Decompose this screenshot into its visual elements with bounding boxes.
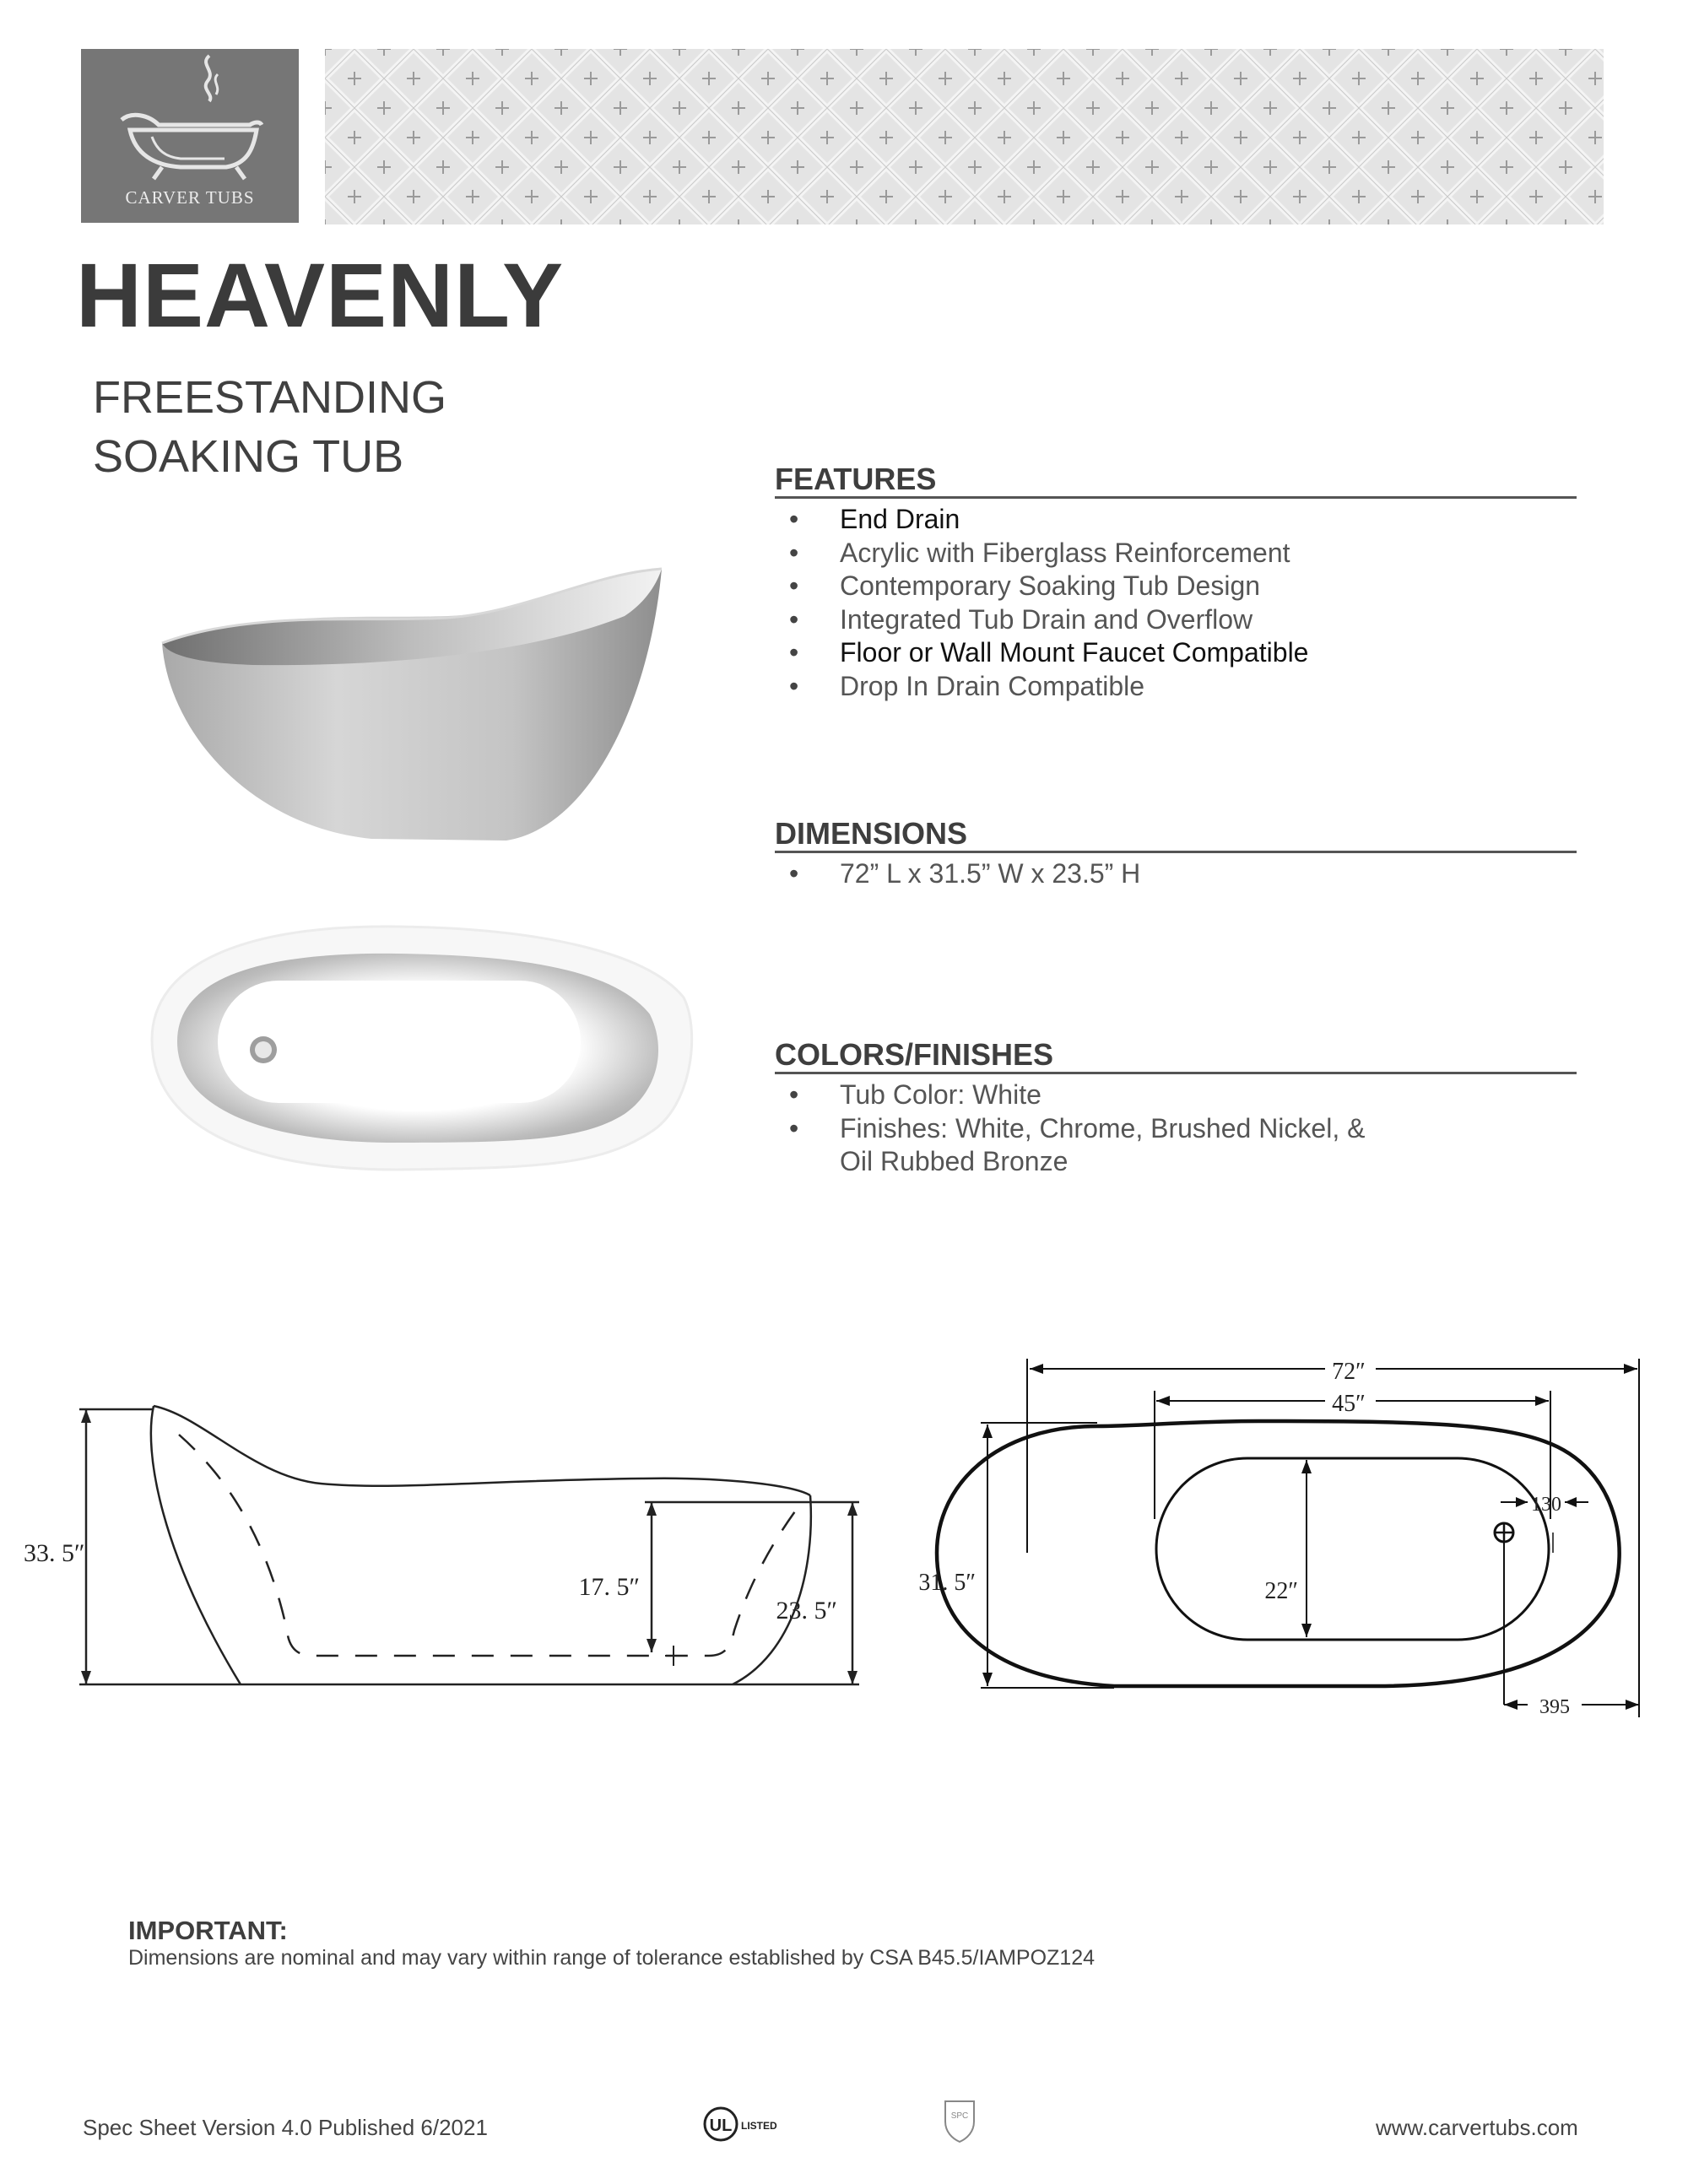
logo-text: CARVER TUBS [125,187,255,208]
top-view-drawing [903,1342,1663,1747]
color-item: • Tub Color: White [785,1078,1365,1112]
product-title: HEAVENLY [76,244,565,346]
feature-item: • Acrylic with Fiberglass Reinforcement [785,537,1308,570]
brand-logo [81,49,299,223]
width-label: 31. 5″ [918,1570,976,1596]
feature-item: • End Drain [785,503,1308,537]
tub-top-render [143,922,701,1175]
side-view-drawing [17,1384,878,1738]
feature-item: • Contemporary Soaking Tub Design [785,570,1308,603]
spec-version: Spec Sheet Version 4.0 Published 6/2021 [83,2115,488,2140]
dimension-item: • 72” L x 31.5” W x 23.5” H [785,857,1140,891]
feature-item: • Drop In Drain Compatible [785,670,1308,704]
drain-offset-label: 130 [1531,1494,1561,1516]
website-link[interactable]: www.carvertubs.com [1376,2115,1578,2140]
svg-text:SPC: SPC [950,2111,969,2121]
ul-listed-icon [702,2103,787,2145]
svg-text:LISTED: LISTED [741,2120,777,2132]
interior-depth-label: 17. 5″ [578,1573,640,1601]
interior-width-label: 22″ [1264,1578,1298,1604]
dimensions-heading: DIMENSIONS [775,817,1577,853]
features-list [785,503,1308,704]
rim-height-label: 23. 5″ [776,1597,837,1624]
features-heading: FEATURES [775,462,1577,499]
tub-side-render [152,549,675,852]
feature-item: • Floor or Wall Mount Faucet Compatible [785,636,1308,670]
drain-from-end-label: 395 [1539,1696,1570,1718]
decorative-pattern-band [325,49,1604,224]
subtitle-line-2: SOAKING TUB [93,431,404,482]
subtitle-line-1: FREESTANDING [93,372,447,423]
important-heading: IMPORTANT: [128,1916,288,1945]
colors-heading: COLORS/FINISHES [775,1038,1577,1074]
important-text: Dimensions are nominal and may vary within range of tolerance established by CSA B45.5/IAMPOZ124 [128,1946,1096,1970]
color-item: • Finishes: White, Chrome, Brushed Nickel, & [785,1112,1365,1146]
overall-height-label: 33. 5″ [24,1539,85,1567]
colors-list [785,1078,1365,1179]
color-item-continuation: Oil Rubbed Bronze [840,1146,1069,1177]
overall-length-label: 72″ [1332,1359,1366,1385]
csa-certification-icon [939,2096,981,2147]
interior-length-label: 45″ [1332,1391,1366,1417]
product-subtitle [93,368,446,486]
feature-item: • Integrated Tub Drain and Overflow [785,603,1308,637]
dimensions-list [785,857,1140,891]
svg-text:UL: UL [709,2116,733,2135]
